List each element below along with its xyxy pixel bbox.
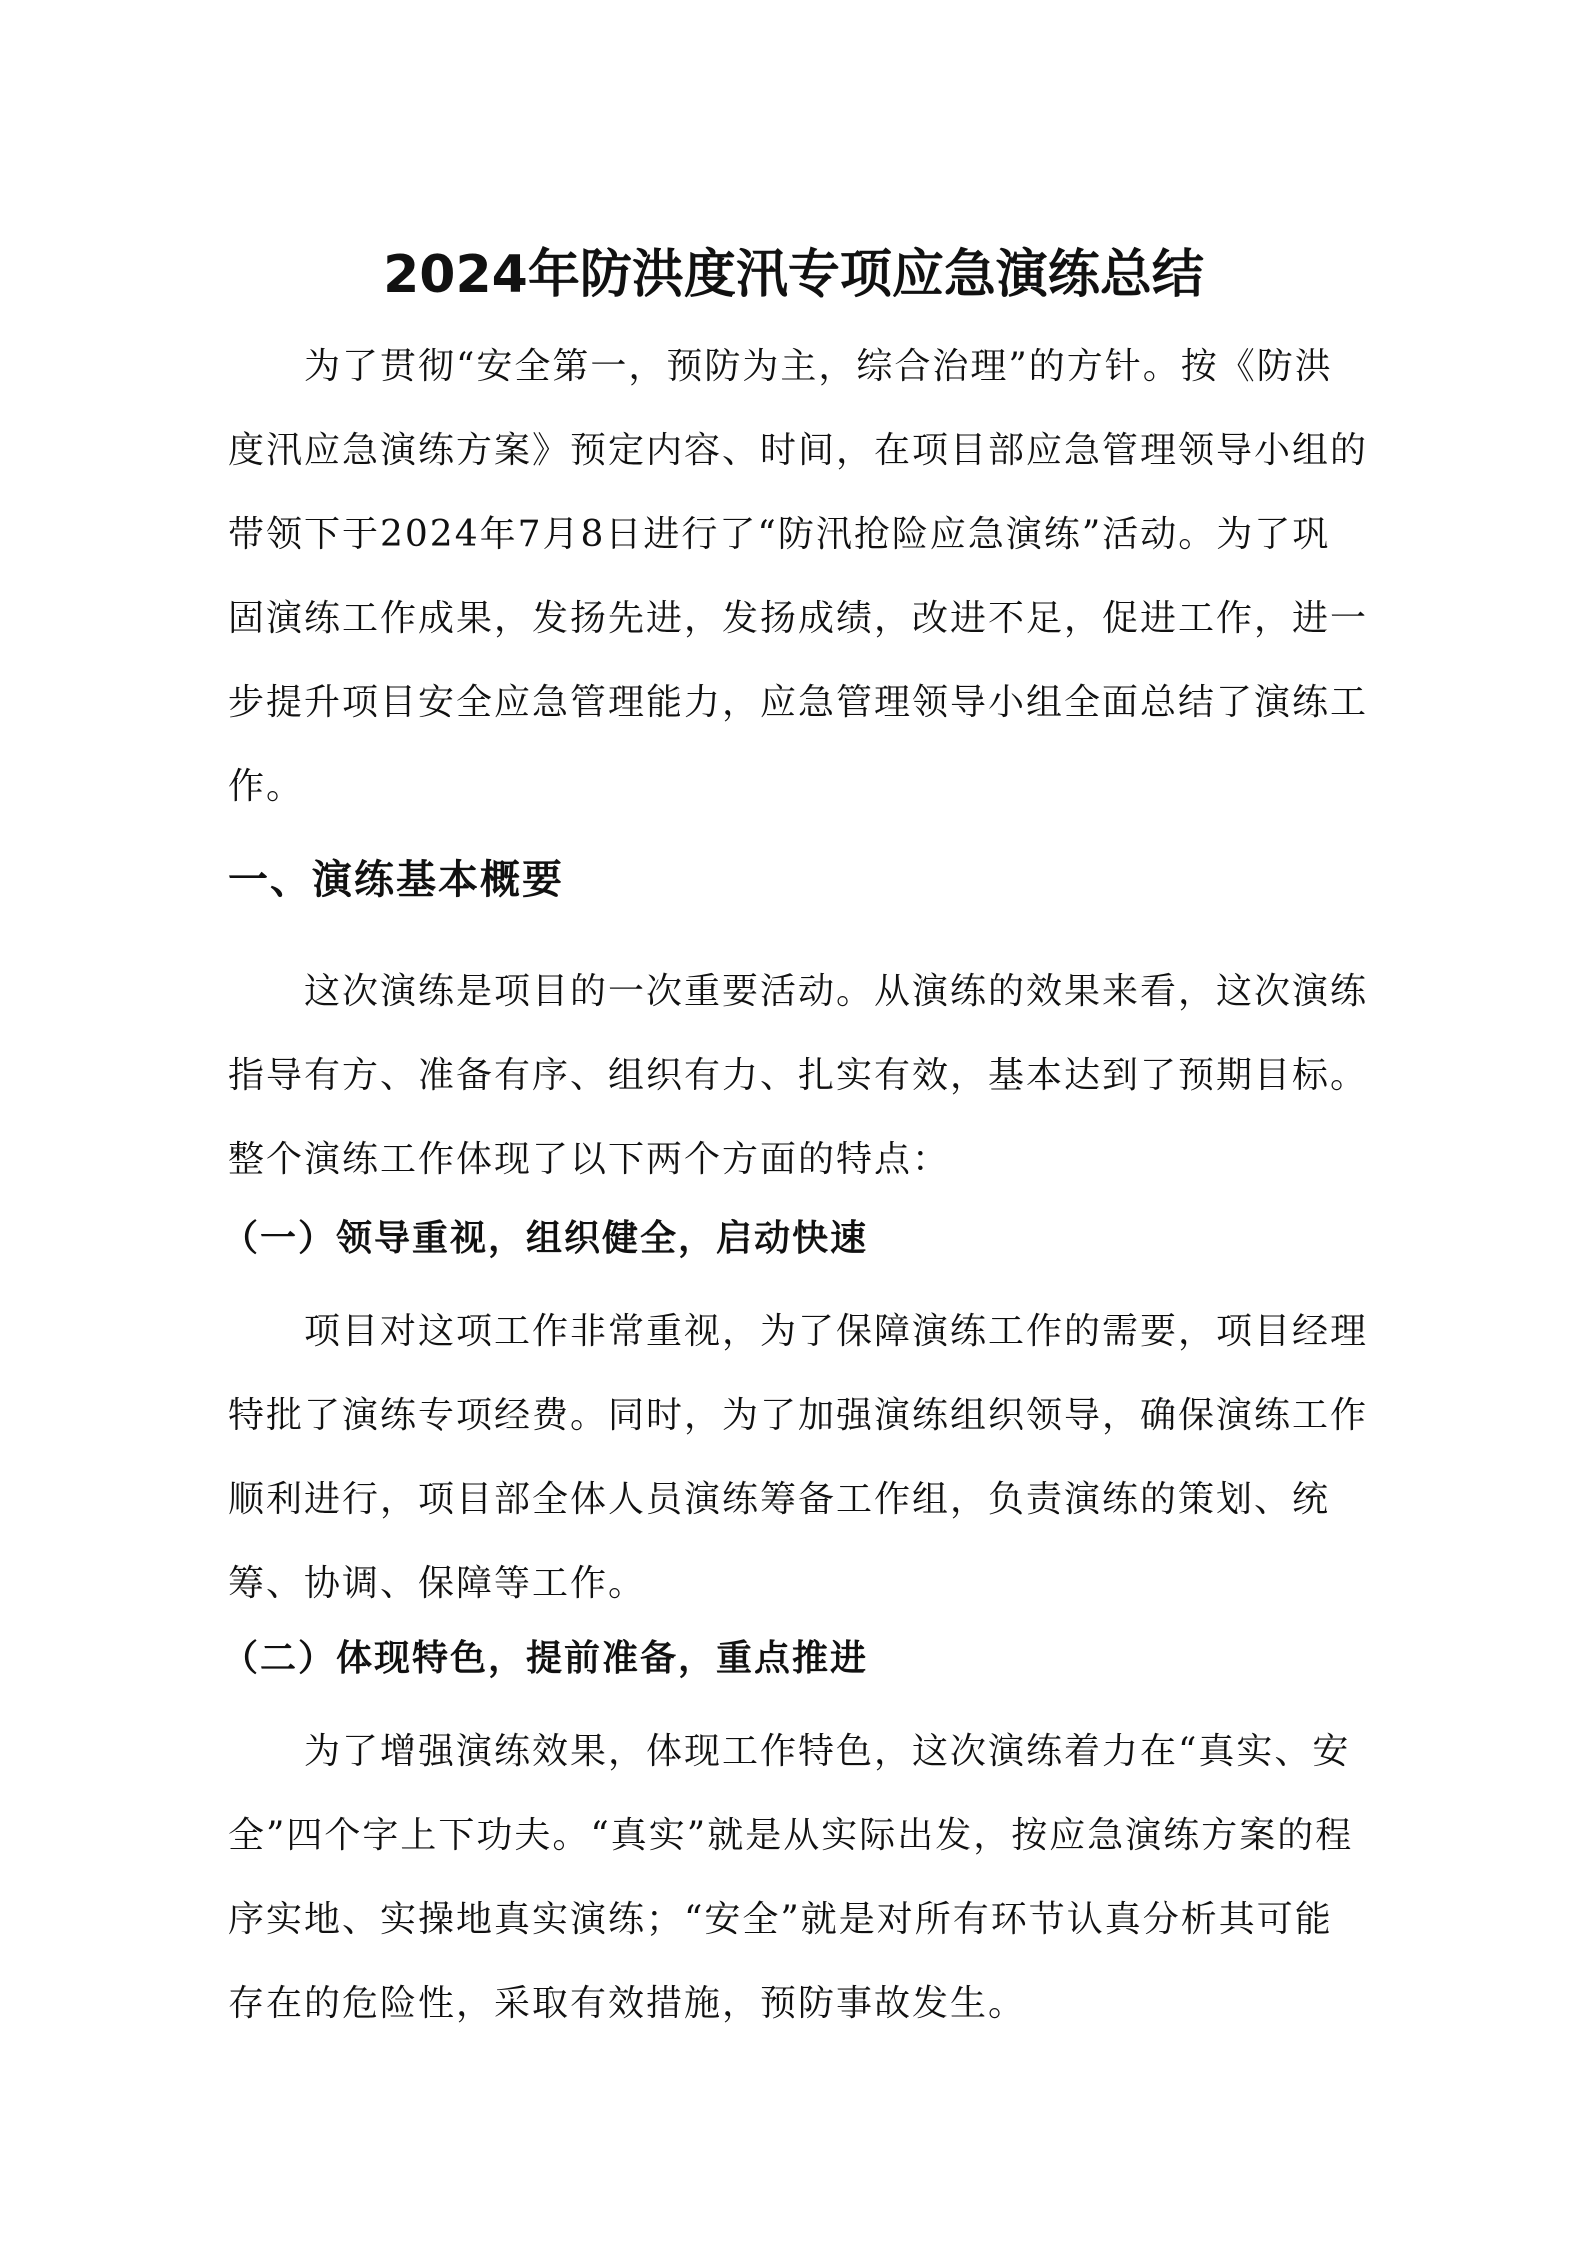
subsection-heading-features: （二）体现特色，提前准备，重点推进: [222, 1637, 869, 1679]
section-heading-overview: 一、演练基本概要: [228, 857, 564, 903]
document-title: 2024年防洪度汛专项应急演练总结: [383, 245, 1204, 305]
intro-paragraph: 为了贯彻“安全第一，预防为主，综合治理”的方针。按《防洪度汛应急演练方案》预定内容、时间，在项目部应急管理领导小组的带领下于2024年7月8日进行了“防汛抢险应急演练”活动。为了巩固演练工作成果，发扬先进，发扬成绩，改进不足，促进工作，进一步提升项目安全应急管理能力，应急管理领导小组全面总结了演练工作。: [228, 346, 1369, 807]
subsection-heading-leadership: （一）领导重视，组织健全，启动快速: [222, 1217, 869, 1259]
overview-paragraph: 这次演练是项目的一次重要活动。从演练的效果来看，这次演练指导有方、准备有序、组织有力、扎实有效，基本达到了预期目标。整个演练工作体现了以下两个方面的特点：: [228, 971, 1369, 1180]
leadership-paragraph: 项目对这项工作非常重视，为了保障演练工作的需要，项目经理特批了演练专项经费。同时，为了加强演练组织领导，确保演练工作顺利进行，项目部全体人员演练筹备工作组，负责演练的策划、统筹、协调、保障等工作。: [228, 1311, 1369, 1604]
features-paragraph: 为了增强演练效果，体现工作特色，这次演练着力在“真实、安全”四个字上下功夫。“真实”就是从实际出发，按应急演练方案的程序实地、实操地真实演练；“安全”就是对所有环节认真分析其可能存在的危险性，采取有效措施，预防事故发生。: [228, 1731, 1354, 2024]
